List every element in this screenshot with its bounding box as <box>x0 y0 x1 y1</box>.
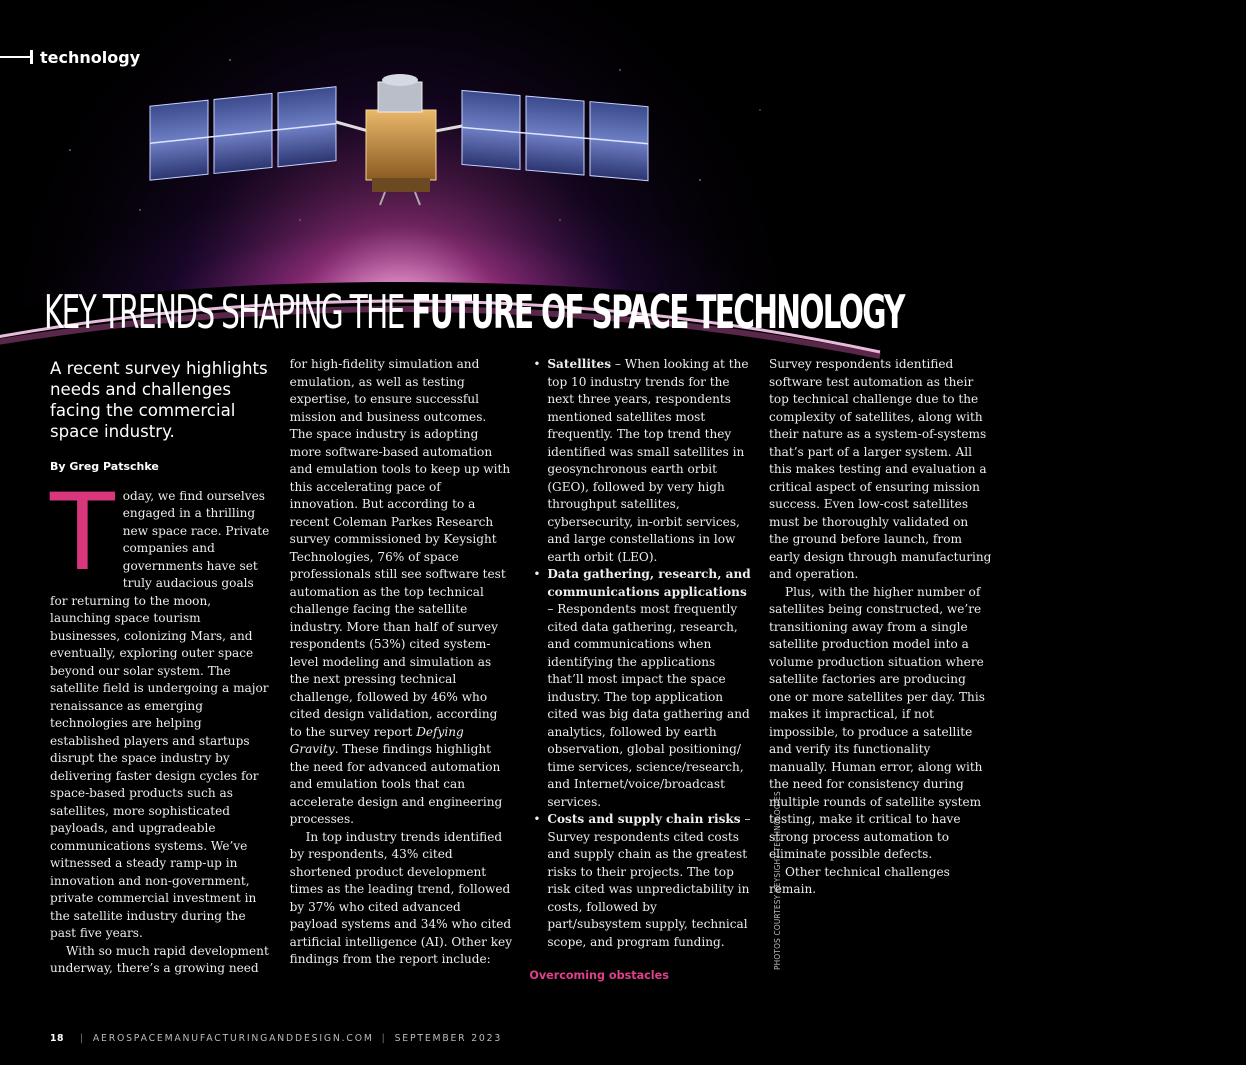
deck-text: A recent survey highlights needs and challenges facing the commercial space industry. <box>50 359 268 441</box>
byline-text: By Greg Patschke <box>50 460 159 473</box>
headline-bold: FUTURE OF SPACE TECHNOLOGY <box>411 285 904 339</box>
list-item-head: Satellites <box>547 357 612 371</box>
page-footer <box>50 1030 502 1046</box>
section-marker-tick <box>30 50 33 64</box>
paragraph-1 <box>50 470 273 943</box>
section-label: technology <box>40 47 141 67</box>
footer-issue: SEPTEMBER 2023 <box>394 1032 503 1044</box>
section-tag <box>0 46 140 68</box>
list-item <box>529 566 752 811</box>
report-title-italic: Defying Gravity <box>289 724 464 756</box>
paragraph-2-body: With so much rapid development underway, there’s a growing need for high-fidelity simulation and emulation, as well as testing expertise, to ensure successful mission and business outcomes. The space industry is adopting more software-based automation and emulation tools to keep up with this accelerating pace of innovation. But according to a recent Coleman Parkes Research survey commissioned by Keysight Technologies, 76% of space professionals still see software test automation as the top technical challenge facing the satellite industry. More than half of survey respondents (53%) cited system-level modeling and simulation as the next pressing technical challenge, followed by 46% who cited design validation, according to the survey report <box>50 357 511 975</box>
footer-separator: | <box>381 1032 387 1044</box>
list-item-text: – When looking at the top 10 industry trends for the next three years, respondents mentioned satellites most frequently. The top trend they identified was small satellites in geosynchronous earth orbit (GEO), followed by very high throughput satellites, cybersecurity, in-orbit services, and large constellations in low earth orbit (LEO). <box>547 357 749 564</box>
footer-separator: | <box>79 1032 85 1044</box>
headline-light: KEY TRENDS SHAPING THE <box>44 285 412 339</box>
photo-credit: PHOTOS COURTESY KEYSIGHT TECHNOLOGIES <box>772 791 782 970</box>
paragraph-2-tail: . These findings highlight the need for advanced automation and emulation tools that can accelerate design and engineering processes. <box>289 742 503 826</box>
section-marker-line <box>0 56 30 58</box>
paragraph-1-body: oday, we find ourselves engaged in a thrilling new space race. Private companies and governments have set truly audacious goals for returning to the moon, launching space tourism businesses, colonizing Mars, and eventually, exploring outer space beyond our solar system. The satellite field is undergoing a major renaissance as emerging technologies are helping established players and startups disrupt the space industry by delivering faster design cycles for space-based products such as satellites, more sophisticated payloads, and upgradeable communications systems. We’ve witnessed a steady ramp-up in innovation and non-government, private commercial investment in the satellite industry during the past five years. <box>50 488 270 940</box>
list-item <box>529 811 752 951</box>
paragraph-6: Other technical challenges remain. <box>768 864 950 896</box>
list-item-head: Data gathering, research, and communications applications <box>547 567 751 599</box>
list-item <box>529 356 752 566</box>
subhead: Overcoming obstacles <box>529 969 669 982</box>
list-item-text: – Respondents most frequently cited data gathering, research, and communications when identifying the applications that’ll most impact the space industry. The top application cited was big data gathering and analytics, followed by earth observation, global positioning/ time services, science/research, and Internet/voice/broadcast services. <box>547 602 750 809</box>
page-number: 18 <box>50 1032 64 1044</box>
drop-cap-letter: T <box>50 470 115 594</box>
paragraph-4: Survey respondents identified software test automation as their top technical challenge due to the complexity of satellites, along with their nature as a system-of-systems that’s part of a larger system. All this makes testing and evaluation a critical aspect of ensuring mission success. Even low-cost satellites must be thoroughly validated on the ground before launch, from early design through manufacturing and operation. <box>768 357 992 581</box>
paragraph-3: In top industry trends identified by respondents, 43% cited shortened product development times as the leading trend, followed by 37% who cited advanced payload systems and 34% who cited artificial intelligence (AI). Other key findings from the report include: <box>289 829 513 966</box>
list-item-text: – Survey respondents cited costs and supply chain as the greatest risks to their projects. The top risk cited was unpredictability in costs, followed by part/subsystem supply, technical scope, and program funding. <box>547 812 751 949</box>
paragraph-5: Plus, with the higher number of satellites being constructed, we’re transitioning away from a single satellite production model into a volume production situation where satellite factories are producing one or more satellites per day. This makes it impractical, if not impossible, to produce a satellite and verify its functionality manually. Human error, along with the need for consistency during multiple rounds of satellite system testing, make it critical to have strong process automation to eliminate possible defects. <box>768 584 985 861</box>
list-item-head: Costs and supply chain risks <box>547 812 741 826</box>
footer-site: AEROSPACEMANUFACTURINGANDDESIGN.COM <box>92 1032 374 1044</box>
headline <box>44 282 904 342</box>
findings-list <box>529 356 752 951</box>
